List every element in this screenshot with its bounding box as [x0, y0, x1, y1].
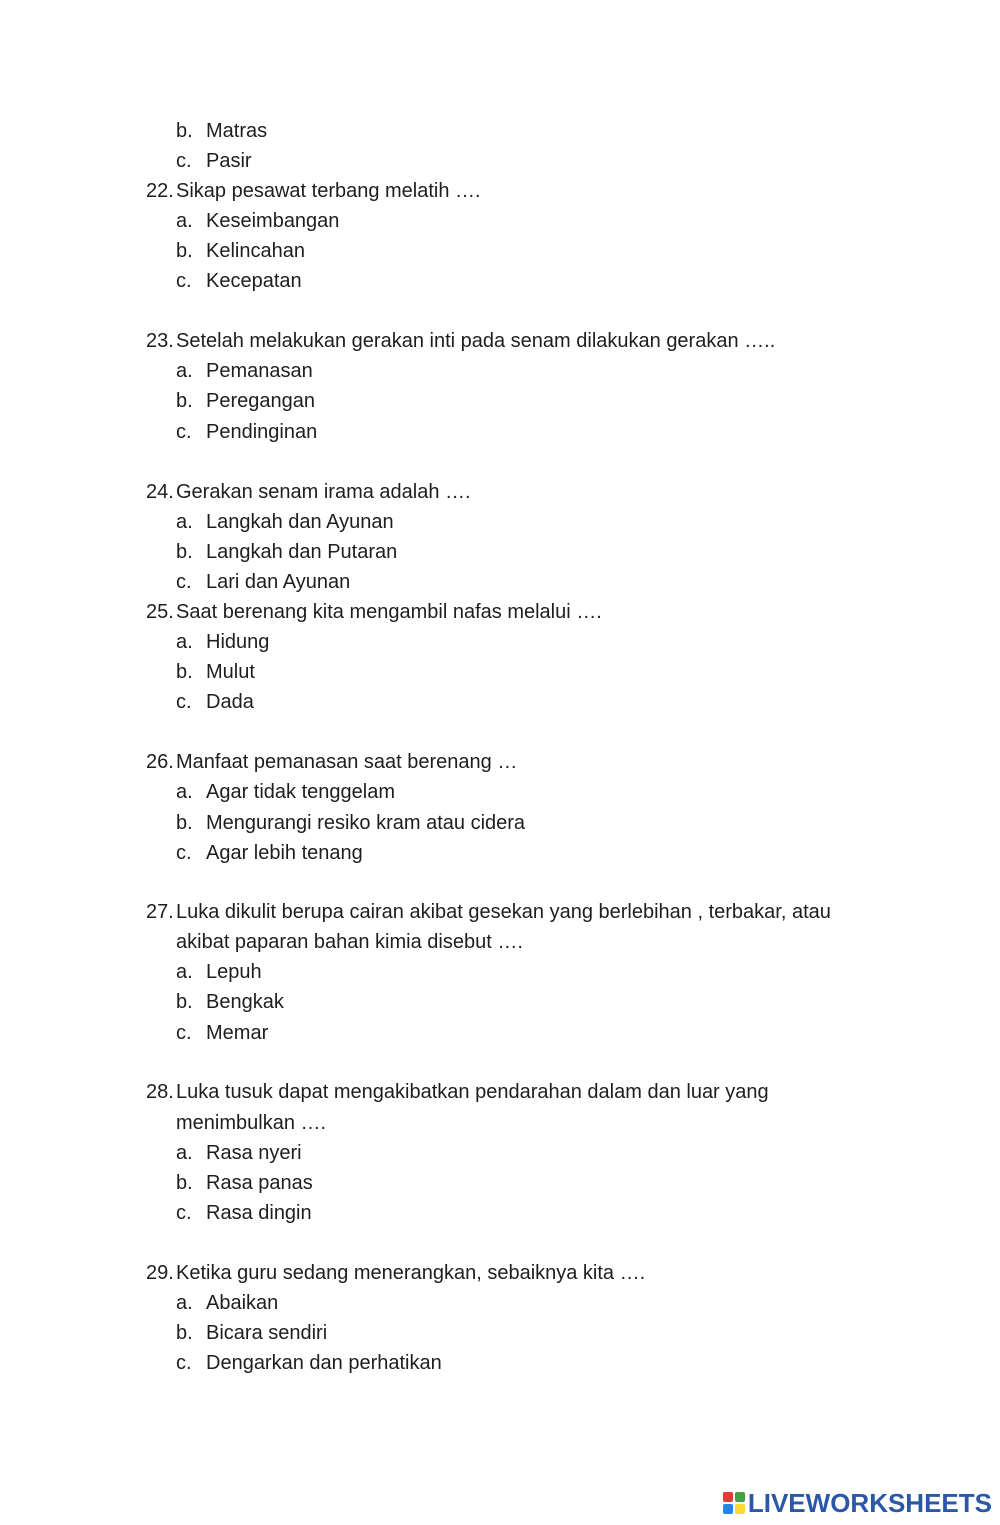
question-number: 22.: [146, 180, 174, 202]
option-text: Rasa panas: [206, 1172, 313, 1194]
option-letter: c.: [176, 842, 192, 864]
option-text: Hidung: [206, 631, 270, 653]
option-letter: a.: [176, 210, 193, 232]
question-number: 24.: [146, 481, 174, 503]
question-text: menimbulkan ….: [176, 1112, 327, 1134]
option-text: Keseimbangan: [206, 210, 340, 232]
option-letter: c.: [176, 150, 192, 172]
question-number: 28.: [146, 1081, 174, 1103]
question-text: akibat paparan bahan kimia disebut ….: [176, 931, 523, 953]
option-letter: c.: [176, 571, 192, 593]
logo-square-icon: [735, 1504, 745, 1514]
option-text: Rasa nyeri: [206, 1142, 302, 1164]
brand-name: LIVEWORKSHEETS: [747, 1487, 992, 1518]
option-text: Mulut: [206, 661, 255, 683]
question-number: 25.: [146, 601, 174, 623]
option-letter: b.: [176, 541, 193, 563]
option-letter: a.: [176, 961, 193, 983]
option-text: Lari dan Ayunan: [206, 571, 351, 593]
option-letter: a.: [176, 360, 193, 382]
option-letter: b.: [176, 812, 193, 834]
question-text: Luka dikulit berupa cairan akibat gesekan yang berlebihan , terbakar, atau: [176, 901, 831, 923]
option-text: Bicara sendiri: [206, 1322, 328, 1344]
option-letter: a.: [176, 781, 193, 803]
question-text: Ketika guru sedang menerangkan, sebaiknya kita ….: [176, 1262, 646, 1284]
option-letter: b.: [176, 120, 193, 142]
question-text: Gerakan senam irama adalah ….: [176, 481, 471, 503]
question-number: 27.: [146, 901, 174, 923]
option-text: Matras: [206, 120, 268, 142]
option-letter: c.: [176, 1022, 192, 1044]
question-number: 29.: [146, 1262, 174, 1284]
question-text: Luka tusuk dapat mengakibatkan pendarahan dalam dan luar yang: [176, 1081, 769, 1103]
question-number: 26.: [146, 751, 174, 773]
logo-square-icon: [735, 1492, 745, 1502]
option-letter: b.: [176, 991, 193, 1013]
option-text: Lepuh: [206, 961, 262, 983]
option-letter: c.: [176, 691, 192, 713]
option-text: Rasa dingin: [206, 1202, 312, 1224]
question-text: Sikap pesawat terbang melatih ….: [176, 180, 481, 202]
option-letter: b.: [176, 390, 193, 412]
liveworksheets-logo[interactable]: [723, 1487, 992, 1519]
option-letter: b.: [176, 1322, 193, 1344]
question-number: 23.: [146, 330, 174, 352]
option-letter: c.: [176, 421, 192, 443]
option-text: Langkah dan Putaran: [206, 541, 398, 563]
option-text: Agar tidak tenggelam: [206, 781, 396, 803]
option-letter: c.: [176, 1352, 192, 1374]
option-letter: b.: [176, 240, 193, 262]
option-text: Dada: [206, 691, 254, 713]
option-text: Memar: [206, 1022, 269, 1044]
option-text: Pasir: [206, 150, 252, 172]
question-text: Manfaat pemanasan saat berenang …: [176, 751, 518, 773]
question-text: Setelah melakukan gerakan inti pada senam dilakukan gerakan …..: [176, 330, 776, 352]
option-letter: c.: [176, 1202, 192, 1224]
option-letter: a.: [176, 1292, 193, 1314]
option-text: Kelincahan: [206, 240, 305, 262]
option-letter: b.: [176, 661, 193, 683]
option-text: Abaikan: [206, 1292, 279, 1314]
logo-grid-icon: [723, 1492, 745, 1514]
option-letter: a.: [176, 1142, 193, 1164]
option-text: Peregangan: [206, 390, 315, 412]
option-text: Kecepatan: [206, 270, 302, 292]
option-letter: a.: [176, 631, 193, 653]
option-text: Langkah dan Ayunan: [206, 511, 394, 533]
option-text: Dengarkan dan perhatikan: [206, 1352, 442, 1374]
option-letter: c.: [176, 270, 192, 292]
option-text: Pendinginan: [206, 421, 318, 443]
option-text: Pemanasan: [206, 360, 313, 382]
option-text: Bengkak: [206, 991, 284, 1013]
logo-square-icon: [723, 1504, 733, 1514]
logo-square-icon: [723, 1492, 733, 1502]
question-text: Saat berenang kita mengambil nafas melalui ….: [176, 601, 602, 623]
option-text: Mengurangi resiko kram atau cidera: [206, 812, 526, 834]
option-letter: a.: [176, 511, 193, 533]
option-letter: b.: [176, 1172, 193, 1194]
option-text: Agar lebih tenang: [206, 842, 363, 864]
